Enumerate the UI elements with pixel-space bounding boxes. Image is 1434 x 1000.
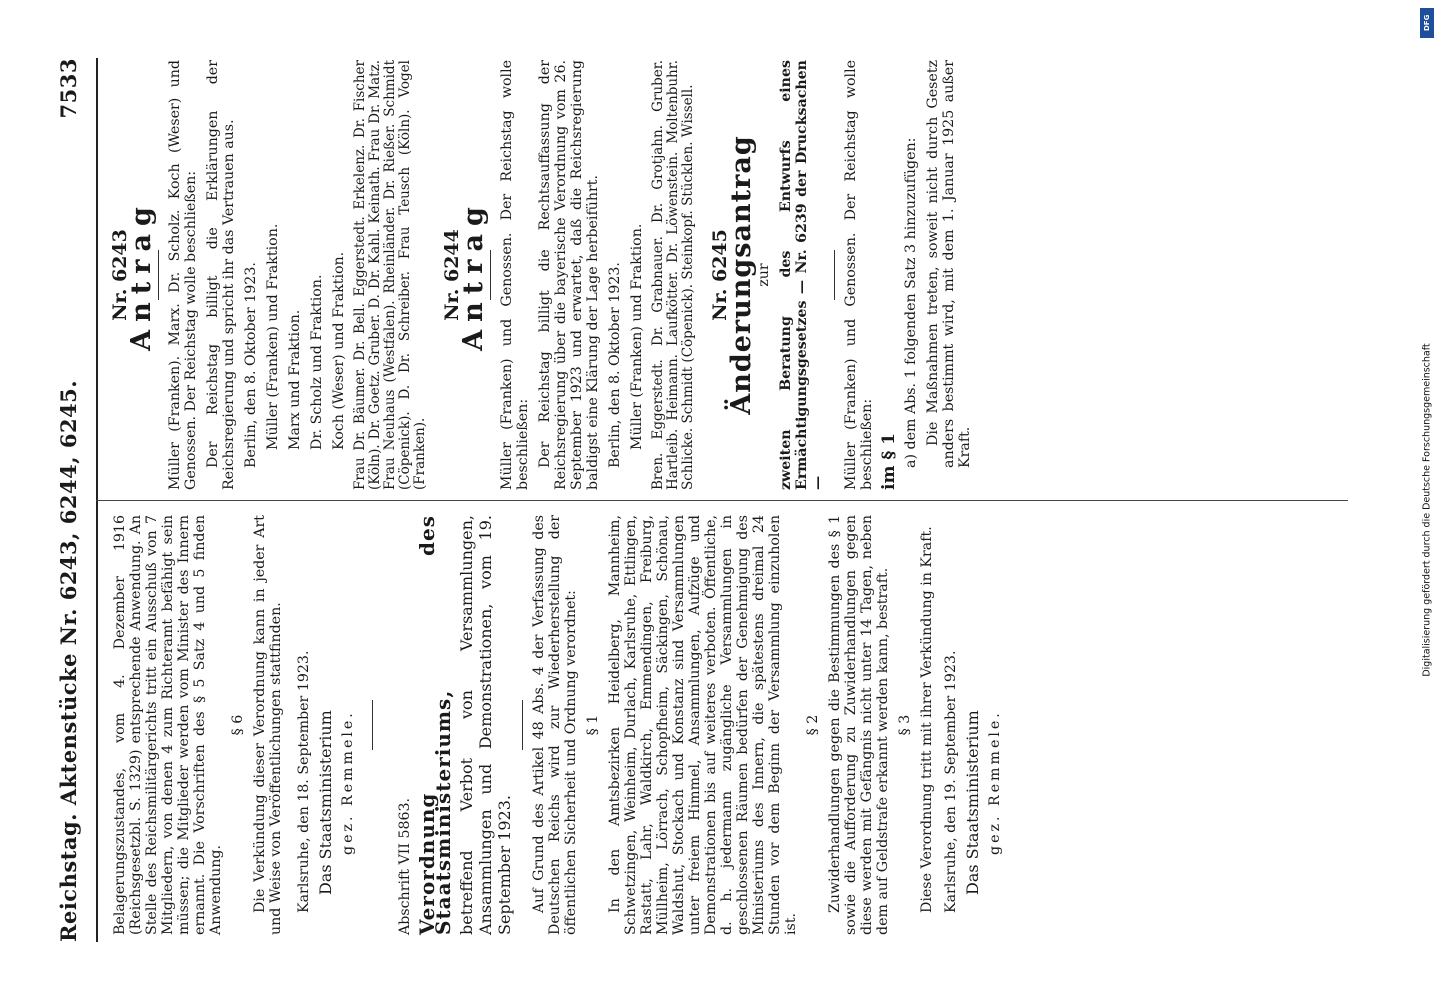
digitization-text: Digitalisierung gefördert durch die Deutsche Forschungsgemeinschaft [1421, 343, 1433, 677]
paragraph: Müller (Franken). Marx. Dr. Scholz. Koch (Weser) und Genossen. Der Reichstag wolle beschließen: [167, 60, 199, 490]
paragraph: Auf Grund des Artikel 48 Abs. 4 der Verfassung des Deutschen Reichs wird zur Wiederherstellung der öffentlichen Sicherheit und Ordnung verordnet: [531, 515, 579, 935]
section-heading: im § 1 [879, 432, 899, 490]
paragraph: Die Maßnahmen treten, soweit nicht durch Gesetz anders bestimmt wird, mit dem 1. Januar 1925 außer Kraft. [925, 60, 973, 468]
document-number: Nr. 6243 [109, 229, 131, 321]
section-heading: § 3 [897, 714, 913, 736]
right-column [109, 60, 979, 490]
paragraph: Müller (Franken) und Genossen. Der Reichstag wolle beschließen: [499, 60, 531, 490]
date-line: Karlsruhe, den 18. September 1923. [296, 650, 312, 913]
paragraph: In den Amtsbezirken Heidelberg, Mannheim, Schwetzingen, Weinheim, Durlach, Karlsruhe, Ettlingen, Rastatt, Lahr, Waldkirch, Emmendingen, Freiburg, Müllheim, Lörrach, Schopfheim, Säckingen, Schönau, Waldshut, Stockach und Konstanz sind Versammlungen unter freiem Himmel, Ansammlungen, Aufzüge und Demonstrationen bis auf weiteres verboten. Öffentliche, d. h. jedermann zugängliche Versammlungen in geschlossenen Räumen bedürfen der Genehmigung des Ministeriums des Innern, die spätestens dreimal 24 Stunden vor dem Beginn der Versammlung einzuholen ist. [607, 515, 799, 935]
page-number: 7533 [56, 58, 81, 119]
divider [490, 250, 491, 300]
paragraph: Zuwiderhandlungen gegen die Bestimmungen des § 1 sowie die Aufforderung zu Zuwiderhandlungen gegen diese werden mit Gefängnis nicht unter 14 Tagen, neben dem auf Geldstrafe erkannt werden kann, bestraft. [827, 515, 891, 935]
paragraph: Belagerungszustandes, vom 4. Dezember 1916 (Reichsgesetzbl. S. 1329) entsprechende Anwendung. An Stelle des Reichsmilitärgerichts tritt ein Ausschuß von 7 Mitgliedern, von denen 4 zum Richteramt befähigt sein müssen; die Mitglieder werden vom Minister des Innern ernannt. Die Vorschriften des § 5 Satz 4 und 5 finden Anwendung. [112, 515, 224, 935]
divider [372, 700, 373, 750]
paragraph: Der Reichstag billigt die Rechtsauffassung der Reichsregierung über die bayerische Verordnung vom 26. September 1923 und erwartet, daß die Reichsregierung baldigst eine Klärung der Lage herbeiführt. [537, 60, 601, 490]
date-line: Berlin, den 8. Oktober 1923. [607, 262, 623, 468]
page-header [56, 58, 90, 942]
motion-title: Antrag [126, 199, 157, 351]
signature-name: gez. Remmele. [987, 710, 1003, 855]
document-number: Nr. 6244 [441, 229, 463, 321]
signature-name: gez. Remmele. [340, 710, 356, 855]
motion-title: Antrag [458, 199, 489, 351]
paragraph: Müller (Franken) und Genossen. Der Reichstag wolle beschließen: [843, 60, 875, 490]
document-number: Nr. 6245 [709, 229, 731, 321]
signature-authority: Das Staatsministerium [316, 710, 335, 895]
paragraph: Die Verkündung dieser Verordnung kann in jeder Art und Weise von Veröffentlichungen stattfinden. [252, 515, 284, 935]
paragraph: a) dem Abs. 1 folgenden Satz 3 hinzuzufügen: [903, 137, 919, 468]
divider [834, 250, 835, 300]
date-line: Karlsruhe, den 19. September 1923. [943, 650, 959, 913]
amendment-title: Änderungsantrag [726, 135, 757, 415]
divider [522, 700, 523, 750]
header-title: Reichstag. Aktenstücke Nr. 6243, 6244, 6245. [56, 379, 81, 942]
left-column [112, 515, 1009, 935]
paragraph: zweiten Beratung des Entwurfs eines Ermächtigungsgesetzes — Nr. 6239 der Drucksachen — [778, 60, 826, 490]
ordinance-subtitle: betreffend Verbot von Versammlungen, Ansammlungen und Demonstrationen, vom 19. September 1923. [457, 515, 514, 935]
signature-authority: Das Staatsministerium [963, 710, 982, 895]
signature-line: Koch (Weser) und Fraktion. [331, 251, 347, 450]
signature-line: Dr. Scholz und Fraktion. [309, 274, 325, 450]
signature-line: Müller (Franken) und Fraktion. [629, 223, 645, 450]
zur-line: zur [756, 263, 772, 287]
column-divider [96, 500, 1348, 501]
signatory-names: Frau Dr. Bäumer. Dr. Bell. Eggerstedt. Erkelenz. Dr. Fischer (Köln). Dr. Goetz. Gruber. D. Dr. Kahl. Keinath. Frau Dr. Matz. Frau Neuhaus (Westfalen). Rheinländer. Dr. Rießer. Schmidt (Cöpenick). D. Dr. Schreiber. Frau Teusch (Köln). Vogel (Franken). [352, 60, 428, 490]
paragraph: Diese Verordnung tritt mit ihrer Verkündung in Kraft. [919, 526, 935, 913]
paragraph: Der Reichstag billigt die Erklärungen der Reichsregierung und spricht ihr das Vertrauen aus. [205, 60, 237, 490]
ordinance-title: Verordnung des Staatsministeriums, [415, 515, 455, 935]
dfg-logo: DFG [1420, 8, 1434, 38]
signature-line: Müller (Franken) und Fraktion. [265, 223, 281, 450]
abschrift-line: Abschrift VII 5863. [397, 797, 413, 935]
section-heading: § 6 [230, 714, 246, 736]
date-line: Berlin, den 8. Oktober 1923. [243, 262, 259, 468]
signatory-names: Bren. Eggerstedt. Dr. Grabnauer. Dr. Grotjahn. Gruber. Hartleib. Heimann. Laufkötter. Dr. Löwenstein. Moltenbuhr. Schlicke. Schmidt (Cöpenick). Steinkopf. Stücklen. Wissell. [650, 60, 696, 490]
signature-line: Marx und Fraktion. [287, 309, 303, 450]
digitization-note [1418, 10, 1434, 990]
section-heading: § 2 [805, 714, 821, 736]
divider [158, 250, 159, 300]
section-heading: § 1 [585, 714, 601, 736]
